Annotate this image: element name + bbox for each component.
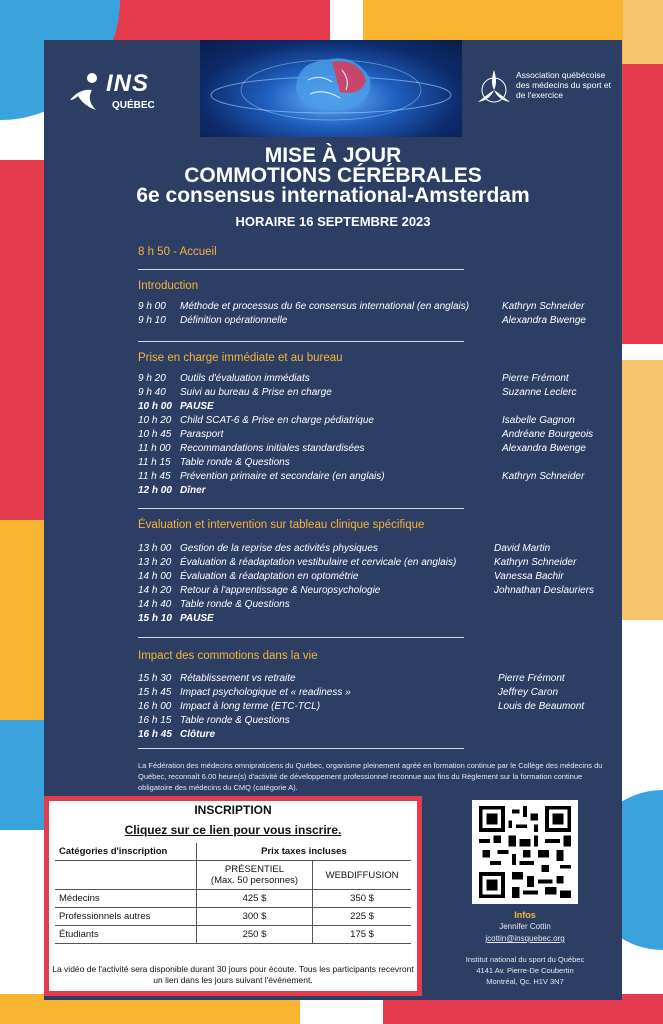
registration-footnote: La vidéo de l'activité sera disponible durant 30 jours pour écoute. Tous les participants recevront un lien dans les jours suivant l'événement. — [52, 964, 414, 985]
row-speaker: Jeffrey Caron — [498, 687, 559, 698]
row-activity: Parasport — [180, 429, 224, 440]
decor-yellow-corner — [623, 0, 663, 64]
decor-red-left — [0, 160, 44, 520]
schedule-row — [138, 543, 608, 557]
row-speaker: Alexandra Bwenge — [502, 315, 586, 326]
ins-athlete-icon — [66, 70, 106, 114]
schedule-row — [138, 557, 608, 571]
row-time: 16 h 00 — [138, 701, 172, 712]
schedule-row — [138, 673, 608, 687]
row-activity: Table ronde & Questions — [180, 457, 290, 468]
divider — [138, 637, 464, 638]
table-row — [55, 890, 411, 908]
schedule-row — [138, 715, 608, 729]
row-time: 9 h 00 — [138, 301, 166, 312]
col-presentiel-label: PRÉSENTIEL — [224, 864, 285, 875]
row-activity: Dîner — [180, 485, 206, 496]
row-time: 13 h 20 — [138, 557, 172, 568]
qr-code[interactable] — [472, 800, 578, 904]
title-line-3: 6e consensus international-Amsterdam — [136, 184, 530, 207]
schedule-row — [138, 443, 608, 457]
schedule-row — [138, 687, 608, 701]
row-web: 175 $ — [313, 926, 411, 944]
row-speaker: Louis de Beaumont — [498, 701, 585, 712]
schedule-row — [138, 415, 608, 429]
row-activity: PAUSE — [180, 613, 214, 624]
col-web: WEBDIFFUSION — [313, 861, 411, 890]
row-time: 11 h 45 — [138, 471, 171, 482]
row-speaker: Pierre Frémont — [498, 673, 565, 684]
row-activity: Retour à l'apprentissage & Neuropsychologie — [180, 585, 381, 596]
row-speaker: David Martin — [494, 543, 551, 554]
row-activity: Outils d'évaluation immédiats — [180, 373, 310, 384]
row-activity: Child SCAT-6 & Prise en charge pédiatrique — [180, 415, 374, 426]
row-time: 11 h 15 — [138, 457, 171, 468]
row-activity: Table ronde & Questions — [180, 599, 290, 610]
infos-address — [452, 954, 598, 987]
row-speaker: Isabelle Gagnon — [502, 415, 575, 426]
section-heading-impact: Impact des commotions dans la vie — [138, 650, 318, 662]
row-time: 9 h 40 — [138, 387, 166, 398]
row-time: 15 h 30 — [138, 673, 172, 684]
col-presentiel-sub: (Max. 50 personnes) — [210, 875, 299, 886]
section-heading-evaluation: Évaluation et intervention sur tableau clinique spécifique — [138, 519, 425, 531]
schedule-row — [138, 471, 608, 485]
row-time: 11 h 00 — [138, 443, 171, 454]
row-presentiel: 425 $ — [196, 890, 312, 908]
row-time: 14 h 00 — [138, 571, 172, 582]
row-activity: Évaluation & réadaptation en optométrie — [180, 571, 359, 582]
schedule-row — [138, 599, 608, 613]
row-activity: PAUSE — [180, 401, 214, 412]
address-line: Institut national du sport du Québec — [465, 955, 585, 964]
schedule-row — [138, 585, 608, 599]
schedule-date: HORAIRE 16 SEPTEMBRE 2023 — [235, 214, 431, 229]
ins-logo — [66, 66, 176, 126]
row-time: 10 h 45 — [138, 429, 172, 440]
schedule-row — [138, 373, 608, 387]
row-presentiel: 250 $ — [196, 926, 312, 944]
row-time: 9 h 20 — [138, 373, 166, 384]
row-category: Médecins — [55, 890, 196, 908]
row-category: Professionnels autres — [55, 908, 196, 926]
schedule-row-closing — [138, 729, 608, 743]
row-speaker: Johnathan Deslauriers — [494, 585, 595, 596]
row-time: 13 h 00 — [138, 543, 172, 554]
col-category: Catégories d'inscription — [55, 843, 196, 861]
row-activity: Recommandations initiales standardisées — [180, 443, 365, 454]
row-speaker: Vanessa Bachir — [494, 571, 564, 582]
row-time: 10 h 00 — [138, 401, 172, 412]
ins-logo-sub: QUÉBEC — [112, 100, 155, 111]
row-speaker: Kathryn Schneider — [502, 301, 585, 312]
schedule-row — [138, 701, 608, 715]
row-time: 14 h 20 — [138, 585, 172, 596]
row-activity: Impact à long terme (ETC-TCL) — [180, 701, 321, 712]
brain-icon — [200, 40, 462, 137]
decor-yellow-right — [621, 360, 663, 620]
row-web: 225 $ — [313, 908, 411, 926]
infos-email-link[interactable]: jcottin@insquebec.org — [485, 934, 565, 943]
row-time: 12 h 00 — [138, 485, 172, 496]
table-header-row — [55, 843, 411, 861]
schedule-row — [138, 315, 608, 329]
association-tri-icon — [476, 68, 512, 108]
welcome-time: 8 h 50 - Accueil — [138, 246, 217, 258]
association-name: Association québécoise des médecins du sport et de l'exercice — [516, 70, 611, 100]
schedule-row-lunch — [138, 485, 608, 499]
qr-code-icon — [478, 806, 572, 898]
section-heading-prise-en-charge: Prise en charge immédiate et au bureau — [138, 352, 343, 364]
row-activity: Suivi au bureau & Prise en charge — [180, 387, 332, 398]
row-activity: Rétablissement vs retraite — [180, 673, 296, 684]
row-activity: Clôture — [180, 729, 215, 740]
association-logo — [476, 68, 616, 118]
schedule-row — [138, 301, 608, 315]
row-speaker: Kathryn Schneider — [494, 557, 577, 568]
row-activity: Gestion de la reprise des activités physiques — [180, 543, 378, 554]
schedule-row — [138, 457, 608, 471]
poster-panel — [44, 40, 622, 1000]
ins-logo-name: INS — [106, 70, 150, 97]
schedule-row — [138, 571, 608, 585]
address-line: Montréal, Qc. H1V 3N7 — [486, 977, 564, 986]
row-time: 14 h 40 — [138, 599, 172, 610]
accreditation-text: La Fédération des médecins omnipraticiens du Québec, organisme pleinement agréé en formation continue par le Collège des médecins du Québec, reconnaît 6.00 heure(s) d'activité de développement professionnel reconnue aux fins du Règlement sur la formation continue obligatoire des médecins du CMQ (catégorie A). — [138, 761, 603, 792]
infos-contact-name: Jennifer Cottin — [499, 922, 551, 931]
row-activity: Définition opérationnelle — [180, 315, 288, 326]
table-subheader-row — [55, 861, 411, 890]
row-speaker: Suzanne Leclerc — [502, 387, 577, 398]
row-speaker: Andréane Bourgeois — [502, 429, 594, 440]
price-table — [55, 843, 411, 944]
row-speaker: Alexandra Bwenge — [502, 443, 586, 454]
divider — [138, 341, 464, 342]
decor-red-right — [621, 64, 663, 344]
title-line-2: COMMOTIONS CÉRÉBRALES — [184, 164, 482, 187]
row-time: 9 h 10 — [138, 315, 166, 326]
brain-hero-image — [200, 40, 462, 137]
row-speaker: Kathryn Schneider — [502, 471, 585, 482]
decor-blue-left — [0, 720, 44, 830]
row-time: 10 h 20 — [138, 415, 172, 426]
registration-box — [44, 796, 422, 996]
title-line-1: MISE À JOUR — [264, 144, 402, 167]
row-presentiel: 300 $ — [196, 908, 312, 926]
divider — [138, 269, 464, 270]
table-empty-cell — [55, 861, 196, 890]
row-activity: Méthode et processus du 6e consensus international (en anglais) — [180, 301, 470, 312]
section-heading-introduction: Introduction — [138, 280, 199, 292]
decor-yellow-left — [0, 520, 44, 720]
address-line: 4141 Av. Pierre-De Coubertin — [476, 966, 574, 975]
schedule-row-break — [138, 401, 608, 415]
row-activity: Évaluation & réadaptation vestibulaire et cervicale (en anglais) — [180, 557, 457, 568]
table-row — [55, 908, 411, 926]
row-activity: Table ronde & Questions — [180, 715, 290, 726]
row-time: 15 h 45 — [138, 687, 172, 698]
divider — [138, 748, 464, 749]
registration-link[interactable]: Cliquez sur ce lien pour vous inscrire. — [124, 823, 342, 837]
table-row — [55, 926, 411, 944]
col-prices: Prix taxes incluses — [196, 843, 411, 861]
row-speaker: Pierre Frémont — [502, 373, 569, 384]
col-presentiel — [196, 861, 312, 890]
row-category: Étudiants — [55, 926, 196, 944]
schedule-row — [138, 429, 608, 443]
registration-title: INSCRIPTION — [194, 803, 272, 817]
row-time: 16 h 45 — [138, 729, 172, 740]
row-web: 350 $ — [313, 890, 411, 908]
schedule-row-break — [138, 613, 608, 627]
infos-title: Infos — [514, 910, 536, 920]
row-activity: Prévention primaire et secondaire (en anglais) — [180, 471, 385, 482]
row-activity: Impact psychologique et « readiness » — [180, 687, 351, 698]
divider — [138, 508, 464, 509]
row-time: 15 h 10 — [138, 613, 172, 624]
schedule-row — [138, 387, 608, 401]
row-time: 16 h 15 — [138, 715, 172, 726]
